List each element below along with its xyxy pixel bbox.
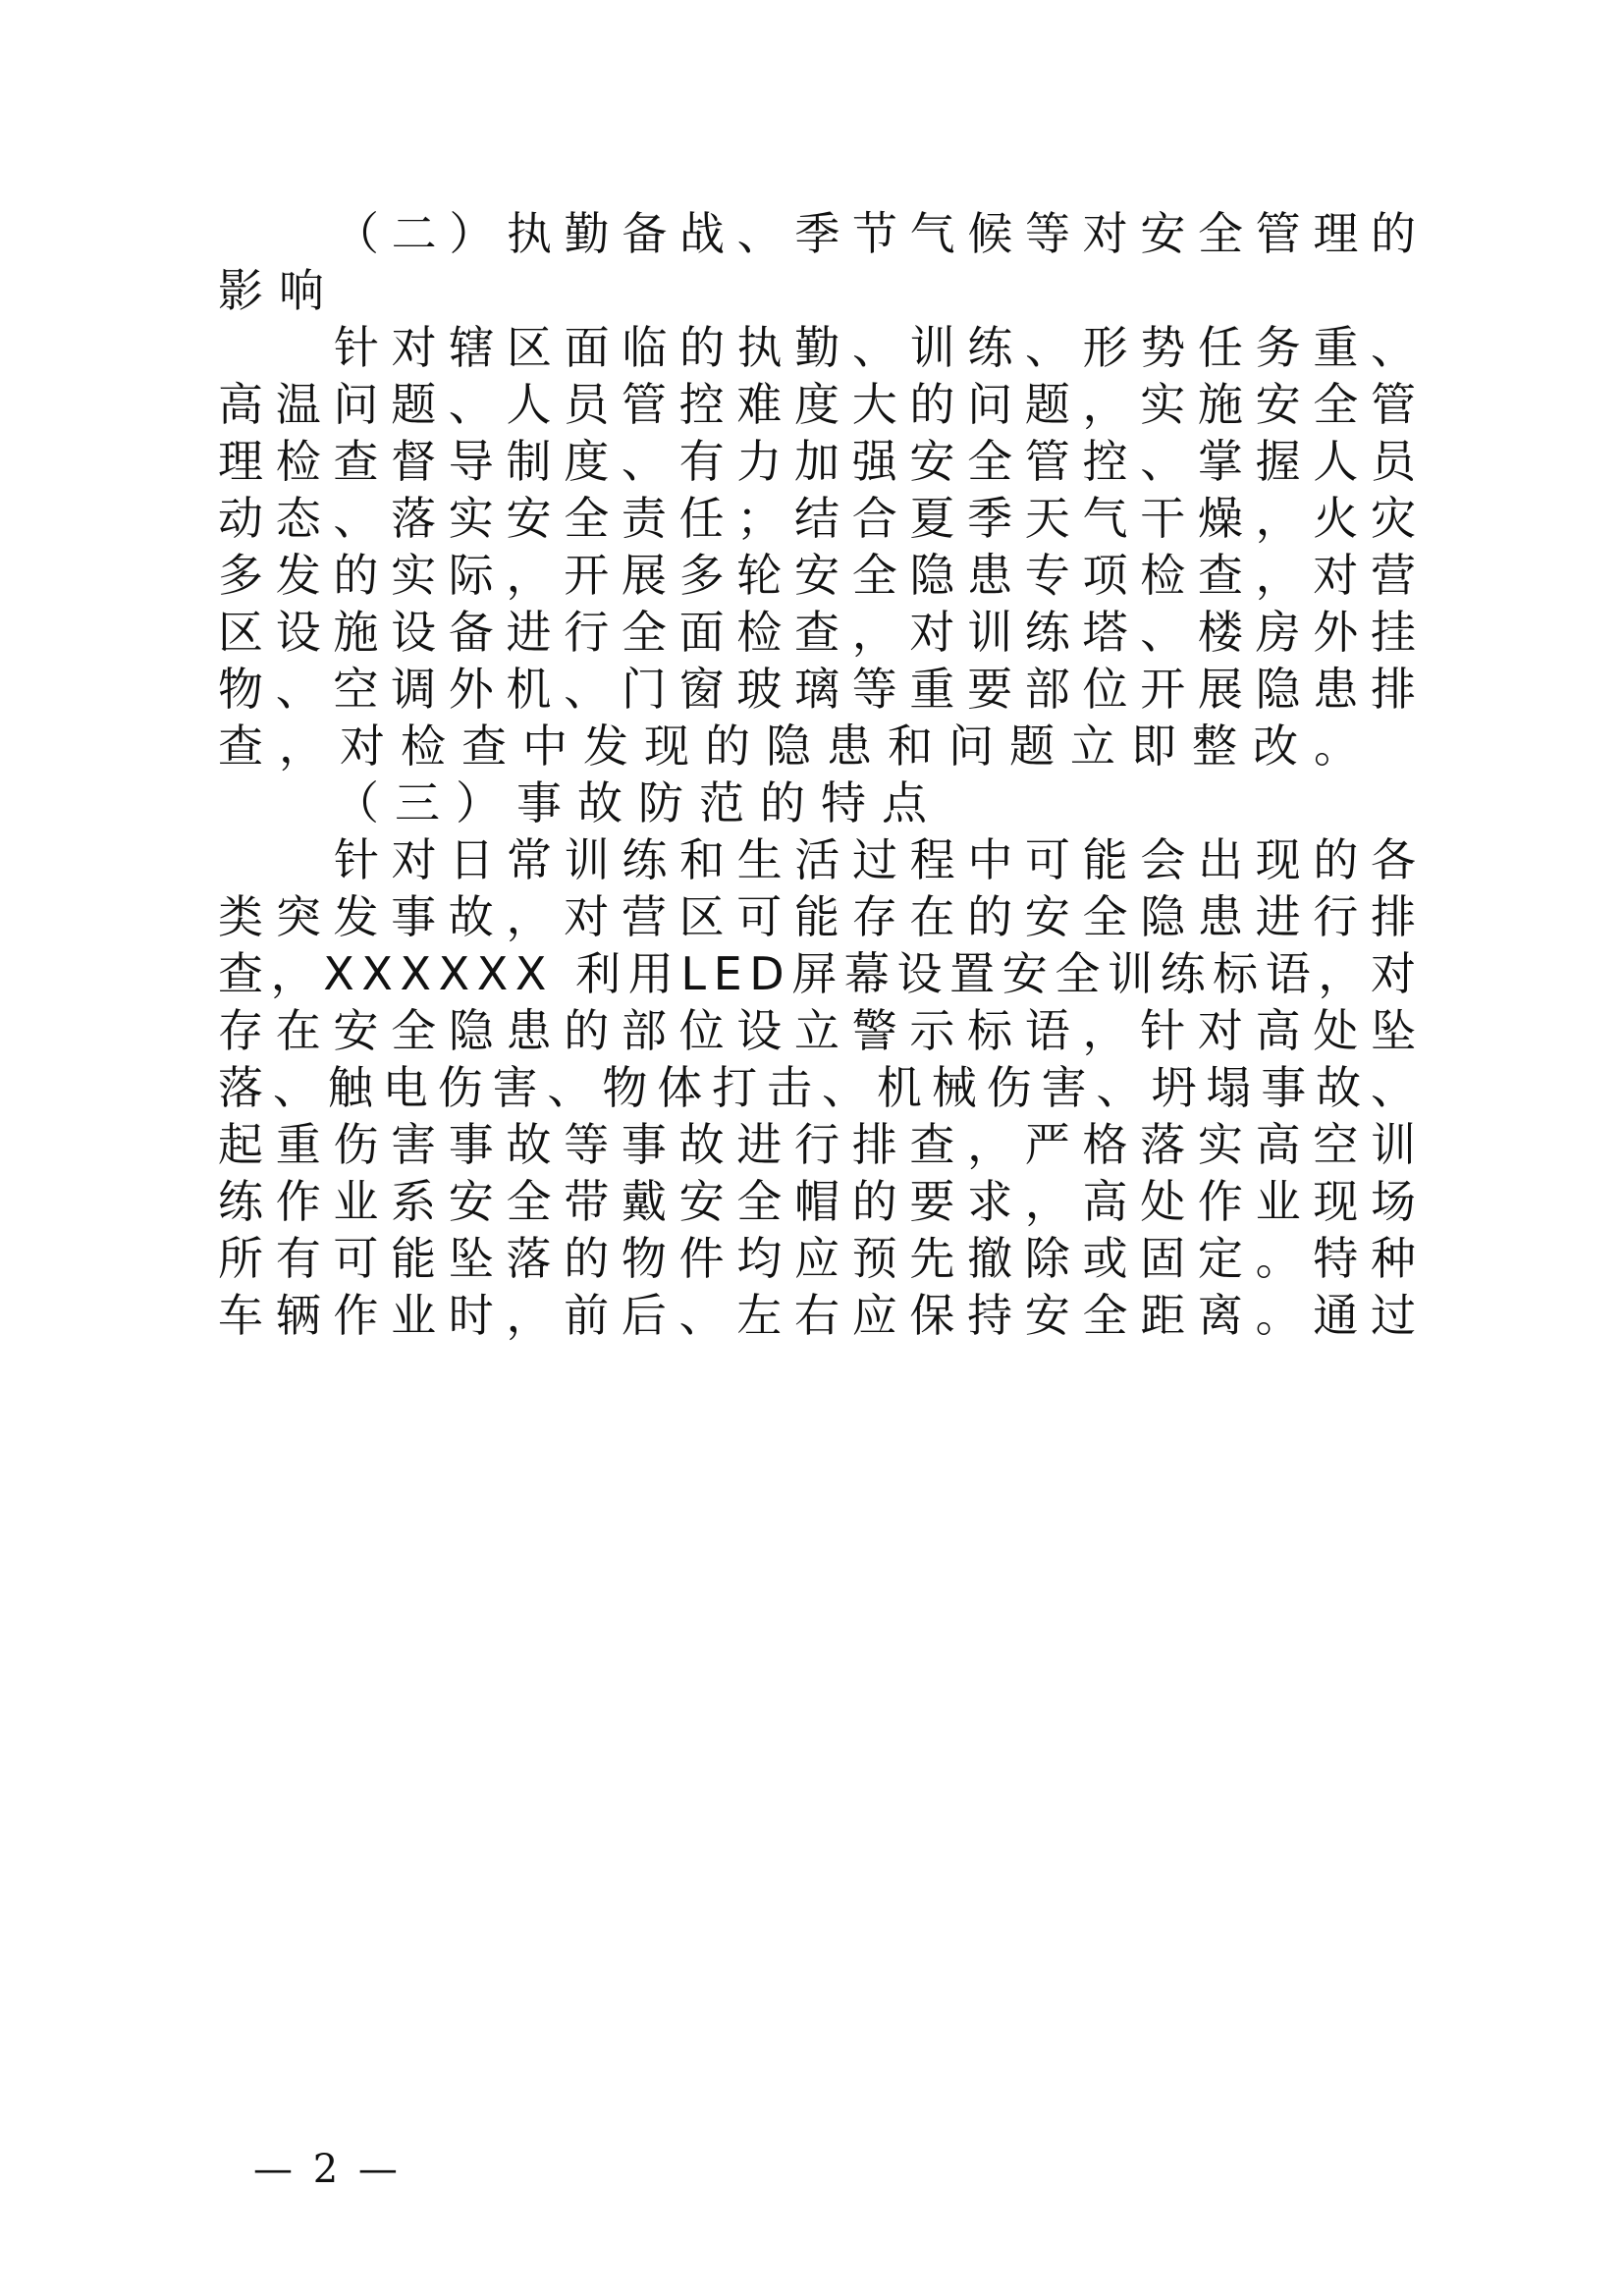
body-line: 高温问题、人员管控难度大的问题，实施安全管 <box>218 378 1429 431</box>
body-line: 动态、落实安全责任；结合夏季天气干燥，火灾 <box>218 492 1429 545</box>
body-line: 所有可能坠落的物件均应预先撤除或固定。特种 <box>218 1232 1429 1285</box>
body-line: 针对日常训练和生活过程中可能会出现的各 <box>334 833 1429 886</box>
body-line: 落、触电伤害、物体打击、机械伤害、坍塌事故、 <box>218 1061 1426 1114</box>
heading-line: （三）事故防范的特点 <box>334 776 943 829</box>
heading-line: 影响 <box>218 264 340 317</box>
body-line: 类突发事故，对营区可能存在的安全隐患进行排 <box>218 890 1429 943</box>
body-line: 查，XXXXXX 利用LED屏幕设置安全训练标语，对 <box>218 947 1424 1000</box>
page-number: — 2 — <box>253 2147 402 2192</box>
body-line: 起重伤害事故等事故进行排查，严格落实高空训 <box>218 1118 1429 1171</box>
body-line: 存在安全隐患的部位设立警示标语，针对高处坠 <box>218 1004 1429 1057</box>
body-line: 多发的实际，开展多轮安全隐患专项检查，对营 <box>218 549 1429 602</box>
heading-line: （二）执勤备战、季节气候等对安全管理的 <box>334 207 1429 260</box>
body-line: 练作业系安全带戴安全帽的要求，高处作业现场 <box>218 1175 1429 1228</box>
body-line: 物、空调外机、门窗玻璃等重要部位开展隐患排 <box>218 663 1429 716</box>
body-line: 区设施设备进行全面检查，对训练塔、楼房外挂 <box>218 606 1429 659</box>
body-line: 车辆作业时，前后、左右应保持安全距离。通过 <box>218 1289 1429 1342</box>
body-line: 查，对检查中发现的隐患和问题立即整改。 <box>218 720 1375 773</box>
body-line: 针对辖区面临的执勤、训练、形势任务重、 <box>334 321 1429 374</box>
body-line: 理检查督导制度、有力加强安全管控、掌握人员 <box>218 435 1429 488</box>
